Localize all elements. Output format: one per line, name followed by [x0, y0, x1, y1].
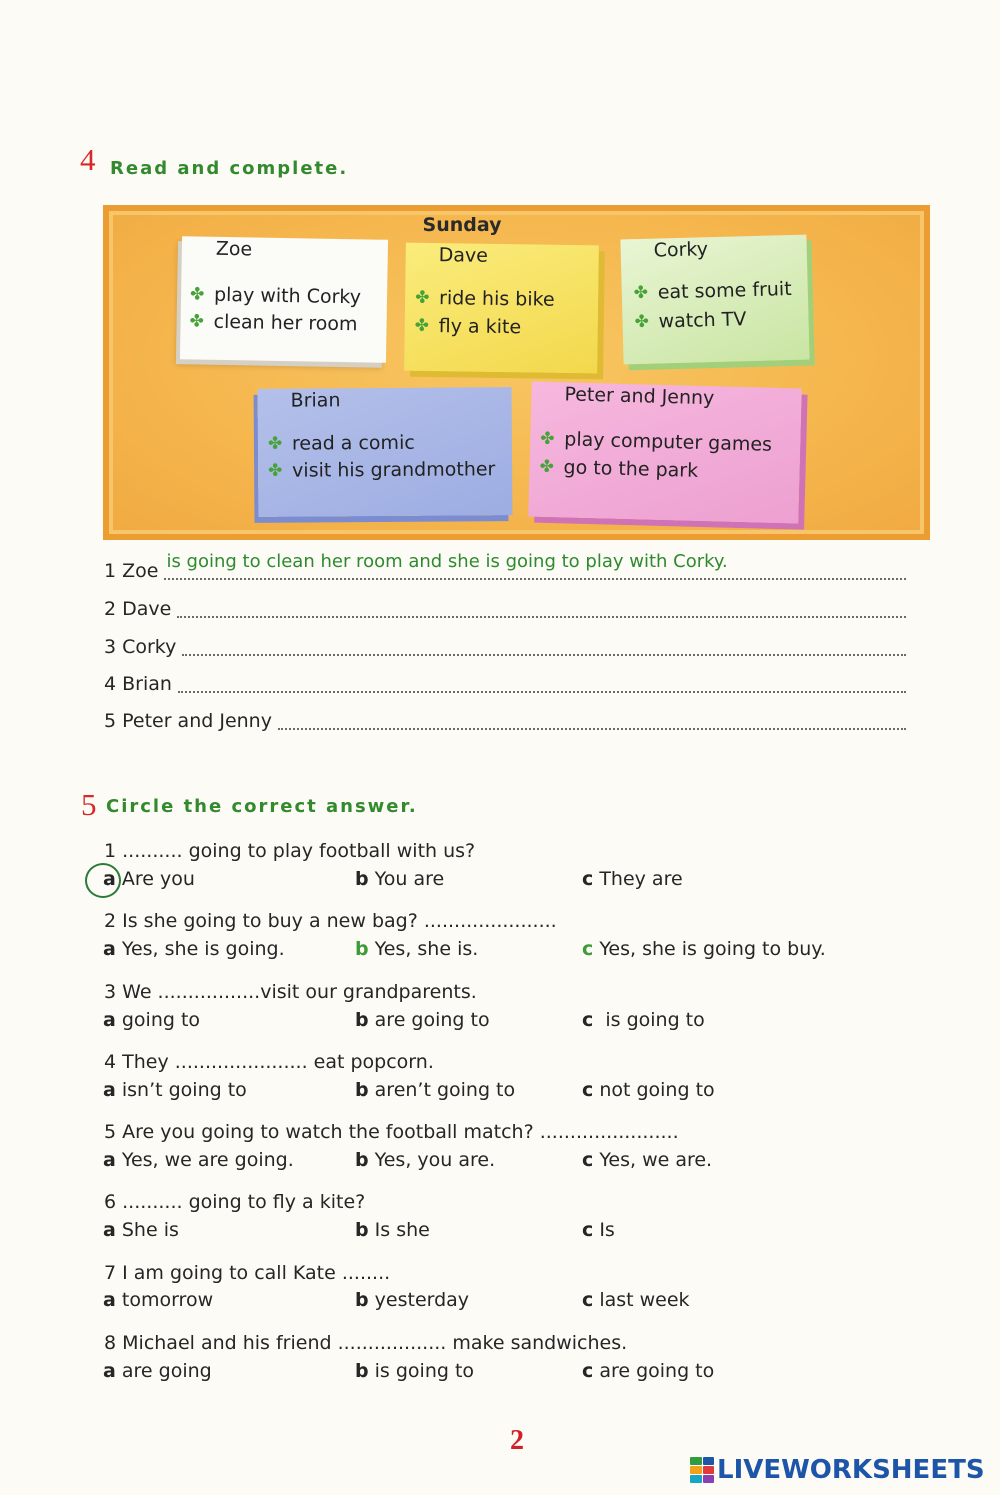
question-5	[104, 1120, 679, 1144]
clover-bullet-icon	[415, 314, 430, 338]
clover-bullet-icon	[540, 427, 555, 451]
note-item-text: visit his grandmother	[292, 458, 496, 482]
question-text: Michael and his friend .................. make sandwiches.	[122, 1332, 628, 1354]
note-item-text: read a comic	[291, 431, 415, 455]
option-b[interactable]: b You are	[355, 868, 445, 890]
option-c[interactable]: c last week	[582, 1289, 690, 1311]
clover-bullet-icon	[268, 459, 282, 483]
sentence-number: 1	[104, 560, 117, 582]
sentence-subject: Dave	[122, 598, 172, 620]
page-number: 2	[510, 1425, 524, 1456]
liveworksheets-logo	[690, 1455, 985, 1485]
option-b[interactable]: b Yes, you are.	[355, 1149, 496, 1171]
question-8	[104, 1331, 627, 1355]
clover-bullet-icon	[415, 286, 430, 310]
note-item-text: clean her room	[213, 310, 358, 336]
note-item	[415, 314, 522, 339]
option-b[interactable]: b Is she	[355, 1219, 430, 1241]
question-number: 6	[104, 1191, 117, 1213]
note-name: Zoe	[215, 237, 253, 261]
answer-line-5	[104, 709, 906, 733]
clover-bullet-icon	[190, 282, 205, 306]
note-item	[415, 286, 555, 312]
question-number: 4	[104, 1051, 117, 1073]
board-title: Sunday	[422, 214, 502, 236]
question-2	[104, 909, 557, 933]
note-item	[268, 457, 495, 483]
answer-blank[interactable]	[178, 687, 906, 693]
note-item-text: eat some fruit	[657, 277, 792, 304]
note-item	[634, 307, 746, 334]
answer-line-3	[104, 635, 906, 659]
option-b[interactable]: b aren’t going to	[355, 1079, 516, 1101]
answer-blank[interactable]	[164, 551, 906, 580]
option-c[interactable]: c They are	[582, 868, 683, 890]
question-number: 5	[104, 1121, 117, 1143]
question-text: We .................visit our grandparents.	[122, 981, 477, 1003]
note-item-text: fly a kite	[438, 315, 522, 339]
note-name: Brian	[290, 389, 341, 412]
answer-blank[interactable]	[278, 724, 906, 730]
note-name: Dave	[438, 244, 489, 267]
option-c[interactable]: c not going to	[582, 1079, 715, 1101]
sentence-number: 3	[104, 636, 117, 658]
option-b[interactable]: b is going to	[355, 1360, 475, 1382]
option-b[interactable]: b are going to	[355, 1009, 490, 1031]
option-c[interactable]: c Yes, she is going to buy.	[582, 938, 826, 960]
sentence-subject: Brian	[122, 673, 172, 695]
question-text: .......... going to play football with us?	[122, 840, 476, 862]
sentence-number: 2	[104, 598, 117, 620]
option-a[interactable]: a tomorrow	[103, 1289, 214, 1311]
note-card-corky	[620, 235, 809, 365]
clover-bullet-icon	[268, 432, 282, 456]
note-item-text: play computer games	[564, 428, 773, 456]
question-number: 3	[104, 981, 117, 1003]
question-number: 2	[104, 910, 117, 932]
sentence-subject: Corky	[122, 636, 177, 658]
question-number: 1	[104, 840, 117, 862]
question-text: Are you going to watch the football match? .......................	[122, 1121, 679, 1143]
note-card-dave	[404, 243, 599, 374]
answer-blank[interactable]	[177, 612, 906, 618]
answer-circle-mark	[85, 863, 121, 898]
option-a[interactable]: a going to	[103, 1009, 201, 1031]
option-a[interactable]: a Are you	[103, 868, 195, 890]
option-a[interactable]: a are going	[103, 1360, 212, 1382]
option-a[interactable]: a isn’t going to	[103, 1079, 247, 1101]
note-item	[268, 431, 415, 456]
sentence-subject: Zoe	[122, 560, 159, 582]
exercise-5-number: 5	[81, 787, 97, 822]
note-item-text: ride his bike	[438, 287, 555, 311]
clover-bullet-icon	[634, 310, 649, 334]
logo-text: LIVEWORKSHEETS	[717, 1455, 985, 1485]
question-4	[104, 1050, 434, 1074]
question-text: I am going to call Kate ........	[122, 1262, 391, 1284]
note-card-zoe	[180, 236, 388, 363]
option-c[interactable]: c Yes, we are.	[582, 1149, 713, 1171]
question-number: 7	[104, 1262, 117, 1284]
answer-line-2	[104, 597, 906, 621]
note-card-brian	[258, 387, 513, 517]
sentence-number: 4	[104, 673, 117, 695]
question-number: 8	[104, 1332, 117, 1354]
sentence-number: 5	[104, 710, 117, 732]
note-item	[540, 427, 772, 457]
clover-bullet-icon	[189, 309, 204, 333]
question-text: Is she going to buy a new bag? ......................	[122, 910, 557, 932]
answer-line-4	[104, 672, 906, 696]
note-name: Peter and Jenny	[564, 383, 715, 410]
liveworksheets-logo-icon	[690, 1457, 714, 1483]
exercise-4-number: 4	[80, 142, 96, 177]
exercise-4-title: Read and complete.	[110, 158, 349, 179]
option-c[interactable]: c are going to	[582, 1360, 715, 1382]
note-name: Corky	[653, 238, 709, 262]
clover-bullet-icon	[633, 281, 648, 305]
example-answer: is going to clean her room and she is going to play with Corky.	[166, 551, 728, 572]
note-item	[190, 282, 361, 309]
answer-line-1	[104, 551, 906, 583]
note-item-text: go to the park	[563, 456, 699, 482]
note-item-text: play with Corky	[213, 283, 362, 309]
question-7	[104, 1261, 390, 1285]
question-1	[104, 839, 475, 863]
note-item	[189, 309, 357, 336]
note-item	[539, 455, 698, 483]
answer-blank[interactable]	[182, 650, 906, 656]
note-card-peter-and-jenny	[528, 381, 801, 523]
option-a[interactable]: a Yes, we are going.	[103, 1149, 294, 1171]
question-text: They ...................... eat popcorn.	[122, 1051, 434, 1073]
option-c[interactable]: c is going to	[582, 1009, 705, 1031]
option-a[interactable]: a She is	[103, 1219, 179, 1241]
sunday-board	[103, 205, 930, 540]
clover-bullet-icon	[539, 455, 554, 479]
sentence-subject: Peter and Jenny	[122, 710, 272, 732]
question-3	[104, 980, 477, 1004]
note-item-text: watch TV	[658, 308, 747, 333]
note-item	[633, 277, 791, 305]
question-text: .......... going to fly a kite?	[122, 1191, 366, 1213]
option-c[interactable]: c Is	[582, 1219, 615, 1241]
option-b[interactable]: b Yes, she is.	[355, 938, 479, 960]
question-6	[104, 1190, 365, 1214]
exercise-5-title: Circle the correct answer.	[106, 796, 418, 817]
option-b[interactable]: b yesterday	[355, 1289, 470, 1311]
option-a[interactable]: a Yes, she is going.	[103, 938, 285, 960]
